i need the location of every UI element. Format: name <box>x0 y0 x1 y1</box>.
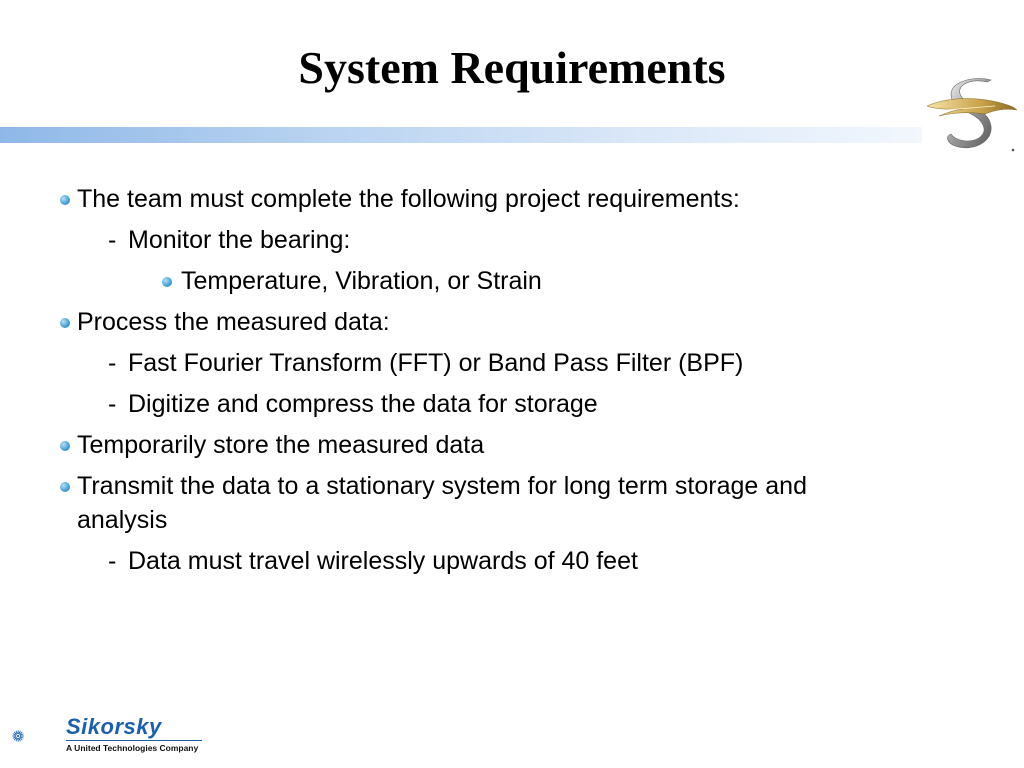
sub-bullet-dash: - <box>108 547 117 575</box>
footer-divider <box>66 740 202 741</box>
bullet-dot-icon <box>60 482 70 492</box>
bullet-text: analysis <box>77 506 168 534</box>
sub-bullet-text: Data must travel wirelessly upwards of 40 feet <box>128 547 638 575</box>
sub-bullet-text: Fast Fourier Transform (FFT) or Band Pass Filter (BPF) <box>128 349 744 377</box>
footer-company-name: Sikorsky <box>66 714 162 739</box>
sub-bullet-text: Digitize and compress the data for storage <box>128 390 598 418</box>
footer-tagline: A United Technologies Company <box>66 743 199 753</box>
bullet-dot-icon <box>162 277 172 287</box>
bullet-continuation <box>77 504 167 537</box>
bullet-dot-icon <box>60 195 70 205</box>
bullet-dot-icon <box>60 318 70 328</box>
sub-bullet-text: Monitor the bearing: <box>128 226 351 254</box>
sikorsky-rotor-icon <box>12 712 68 760</box>
sub-sub-bullet-text: Temperature, Vibration, or Strain <box>181 267 542 295</box>
bullet-text: The team must complete the following project requirements: <box>77 185 740 213</box>
sub-bullet-dash: - <box>108 390 117 418</box>
bullet-dot-icon <box>60 441 70 451</box>
slide-title: System Requirements <box>298 42 726 93</box>
sub-bullet-dash: - <box>108 226 117 254</box>
bullet-text: Process the measured data: <box>77 308 390 336</box>
sub-bullet-dash: - <box>108 349 117 377</box>
bullet-text: Transmit the data to a stationary system for long term storage and <box>77 472 807 500</box>
bullet-text: Temporarily store the measured data <box>77 431 485 459</box>
